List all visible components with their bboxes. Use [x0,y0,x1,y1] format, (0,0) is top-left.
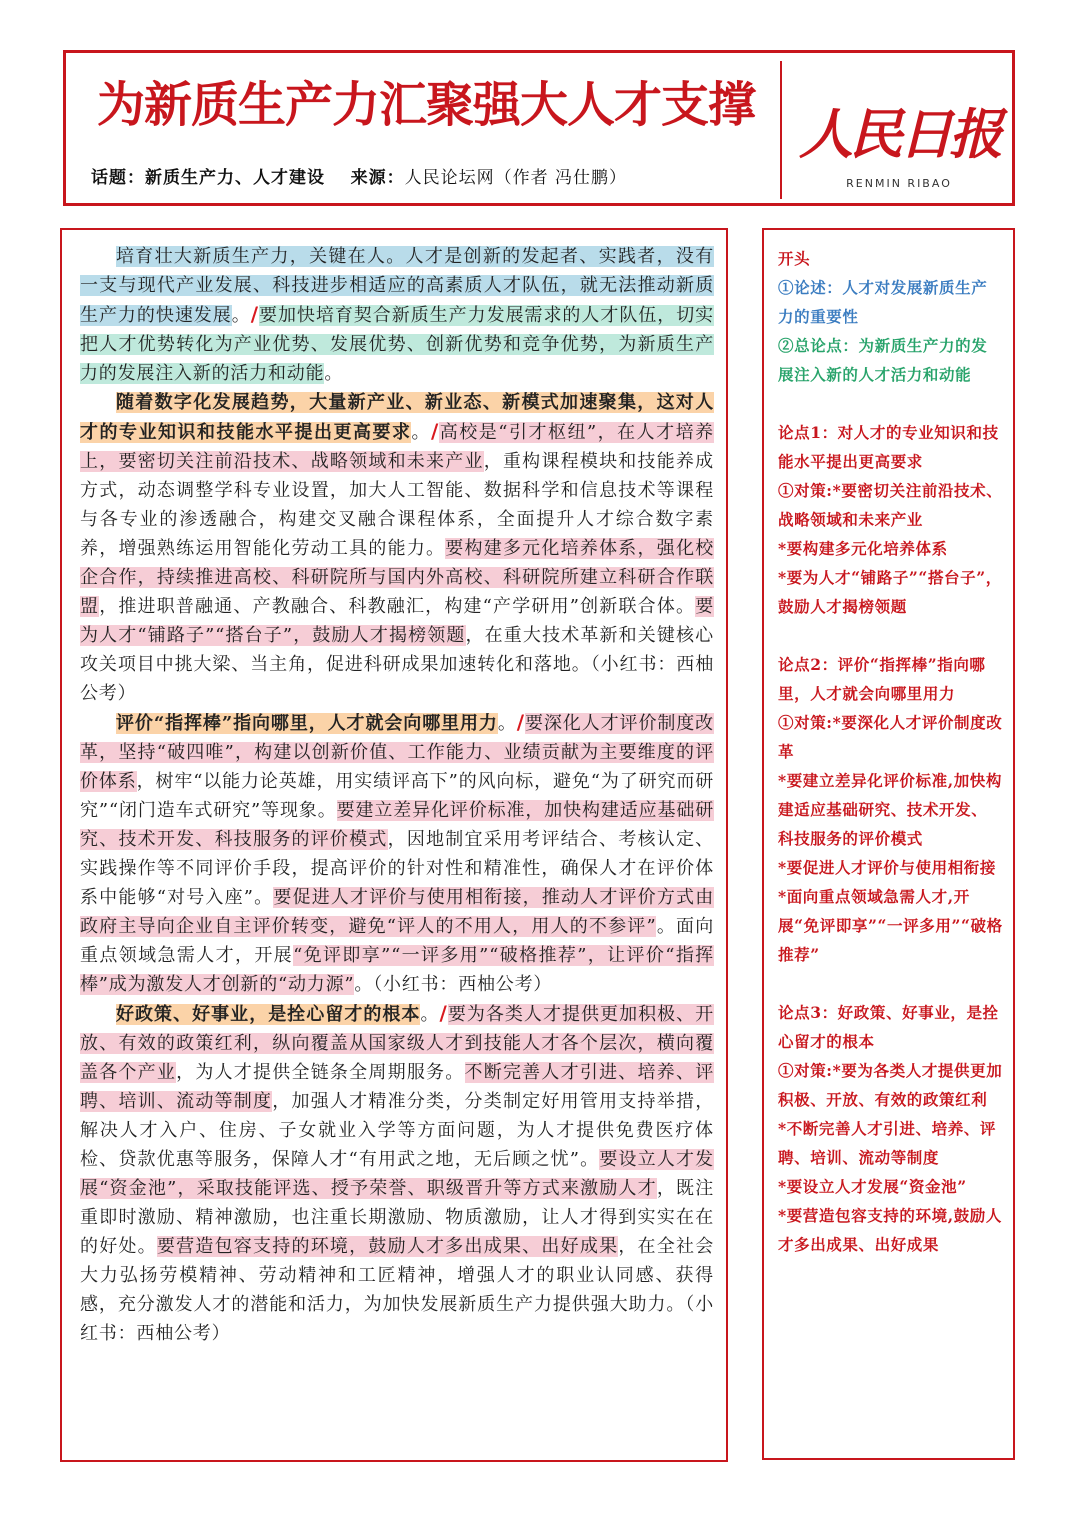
highlight-topic: 好政策、好事业，是拴心留才的根本 [116,1004,421,1025]
highlight-argument: 培育壮大新质生产力，关键在人。人才是创新的发起者、实践者，没有一支与现代产业发展、科技进步相适应的高素质人才队伍，就无法推动新质生产力的快速发展 [80,246,714,326]
spacer [778,389,1003,418]
highlight-measure: 要为人才“铺路子”“搭台子”，鼓励人才揭榜领题 [80,596,714,646]
highlight-measure: “免评即享”“一评多用”“破格推荐”，让评价“指挥棒”成为激发人才创新的“动力源” [80,945,714,995]
highlight-measure: 不断完善人才引进、培养、评聘、培训、流动等制度 [80,1062,714,1112]
text: ，加强人才精准分类，分类制定好用管用支持举措，解决人才入户、住房、子女就业入学等方面问题，为人才提供免费医疗体检、贷款优惠等服务，保障人才“有用武之地，无后顾之忧”。 [80,1091,714,1170]
point-3-item: *要设立人才发展“资金池” [778,1177,967,1196]
header [63,50,1015,206]
meta-line [91,163,627,188]
paragraph-1 [80,242,714,388]
highlight-measure: 要设立人才发展“资金池”，采取技能评选、授予荣誉、职级晋升等方式来激励人才 [80,1149,714,1199]
page-title: 为新质生产力汇聚强大人才支撑 [96,77,755,133]
slash-mark: / [250,302,259,326]
slash-mark: / [439,1001,448,1025]
point-3-title: 论点3：好政策、好事业，是拴心留才的根本 [778,1003,999,1051]
intro-label: 开头 [778,249,811,268]
point-2-item: ①对策:*要深化人才评价制度改革 [778,713,1003,761]
text: ，树牢“以能力论英雄，用实绩评高下”的风向标，避免“为了研究而研究”“闭门造车式研究”等现象。 [80,771,715,821]
highlight-measure: 要促进人才评价与使用相衔接，推动人才评价方式由政府主导向企业自主评价转变，避免“评人的不用人，用人的不参评” [80,887,714,937]
point-1-title: 论点1：对人才的专业知识和技能水平提出更高要求 [778,423,999,471]
topic-label: 话题： [91,168,145,188]
renmin-ribao-logo: 人民日报 [799,102,999,166]
text: 。面向重点领域急需人才，开展 [80,916,714,966]
point-1-item: ①对策:*要密切关注前沿技术、战略领域和未来产业 [778,481,1003,529]
highlight-measure: 要营造包容支持的环境，鼓励人才多出成果、出好成果 [156,1236,619,1257]
point-1-item: *要构建多元化培养体系 [778,539,948,558]
point-2-item: *要促进人才评价与使用相衔接 [778,858,997,877]
slash-mark: / [516,710,525,734]
highlight-measure: 要深化人才评价制度改革，坚持“破四唯”，构建以创新价值、工作能力、业绩贡献为主要维度的评价体系 [80,713,714,792]
text: ，在重大技术革新和关键核心攻关项目中挑大梁、当主角，促进科研成果加速转化和落地。（小红书：西柚公考） [80,625,714,704]
highlight-measure: 高校是“引才枢纽”，在人才培养上，要密切关注前沿技术、战略领域和未来产业 [80,422,714,472]
header-divider [780,61,782,199]
point-2-title: 论点2：评价“指挥棒”指向哪里，人才就会向哪里用力 [778,655,986,703]
point-2-item: *面向重点领域急需人才,开展“免评即享”“一评多用”“破格推荐” [778,887,1003,964]
point-2-item: *要建立差异化评价标准,加快构建适应基础研究、技术开发、科技服务的评价模式 [778,771,1003,848]
topic-value: 新质生产力、人才建设 [145,168,325,188]
text: ，重构课程模块和技能养成方式，动态调整学科专业设置，加大人工智能、数据科学和信息技术等课程与各专业的渗透融合，构建交叉融合课程体系，全面提升人才综合数字素养，增强熟练运用智能化劳动工具的能力。 [80,451,714,559]
highlight-measure: 要为各类人才提供更加积极、开放、有效的政策红利，纵向覆盖从国家级人才到技能人才各个层次，横向覆盖各个产业 [80,1004,714,1083]
outline-content [778,244,1003,1259]
text: ，推进职普融通、产教融合、科教融汇，构建“产学研用”创新联合体。 [99,596,696,617]
punct: 。 [420,1004,440,1025]
punct: 。 [231,305,251,326]
text: ，既注重即时激励、精神激励，也注重长期激励、物质激励，让人才得到实实在在的好处。 [80,1178,714,1257]
punct: 。 [497,713,517,734]
text: 。（小红书：西柚公考） [354,974,553,995]
point-3-item: *要营造包容支持的环境,鼓励人才多出成果、出好成果 [778,1206,1003,1254]
highlight-measure: 要建立差异化评价标准，加快构建适应基础研究、技术开发、科技服务的评价模式 [80,800,714,850]
highlight-topic: 评价“指挥棒”指向哪里，人才就会向哪里用力 [116,713,498,734]
point-3-item: *不断完善人才引进、培养、评聘、培训、流动等制度 [778,1119,997,1167]
article-body [80,242,714,1348]
paragraph-3 [80,708,714,999]
highlight-thesis: 要加快培育契合新质生产力发展需求的人才队伍，切实把人才优势转化为产业优势、发展优势、创新优势和竞争优势，为新质生产力的发展注入新的活力和动能 [80,305,714,384]
paragraph-2 [80,388,714,708]
spacer [778,621,1003,650]
text: ，为人才提供全链条全周期服务。 [176,1062,465,1083]
source-value: 人民论坛网（作者 冯仕鹏） [404,168,628,188]
paragraph-4 [80,999,714,1348]
outline-box [762,228,1015,1460]
logo-english: RENMIN RIBAO [846,177,952,190]
punct: 。 [324,363,344,384]
intro-point-1: ①论述：人才对发展新质生产力的重要性 [778,278,988,326]
point-1-item: *要为人才“铺路子”“搭台子”，鼓励人才揭榜领题 [778,568,1002,616]
highlight-measure: 要构建多元化培养体系，强化校企合作，持续推进高校、科研院所与国内外高校、科研院所建立科研合作联盟 [80,538,715,617]
text: ，因地制宜采用考评结合、考核认定、实践操作等不同评价手段，提高评价的针对性和精准性，确保人才在评价体系中能够“对号入座”。 [80,829,714,908]
text: ，在全社会大力弘扬劳模精神、劳动精神和工匠精神，增强人才的职业认同感、获得感，充分激发人才的潜能和活力，为加快发展新质生产力提供强大助力。（小红书：西柚公考） [80,1236,715,1344]
intro-point-2: ②总论点：为新质生产力的发展注入新的人才活力和动能 [778,336,988,384]
article-box [60,228,728,1462]
source-label: 来源： [350,168,405,188]
spacer [778,969,1003,998]
highlight-topic: 随着数字化发展趋势，大量新产业、新业态、新模式加速聚集，这对人才的专业知识和技能水平提出更高要求 [80,392,714,443]
punct: 。 [411,422,431,443]
point-3-item: ①对策:*要为各类人才提供更加积极、开放、有效的政策红利 [778,1061,1003,1109]
slash-mark: / [430,419,440,443]
